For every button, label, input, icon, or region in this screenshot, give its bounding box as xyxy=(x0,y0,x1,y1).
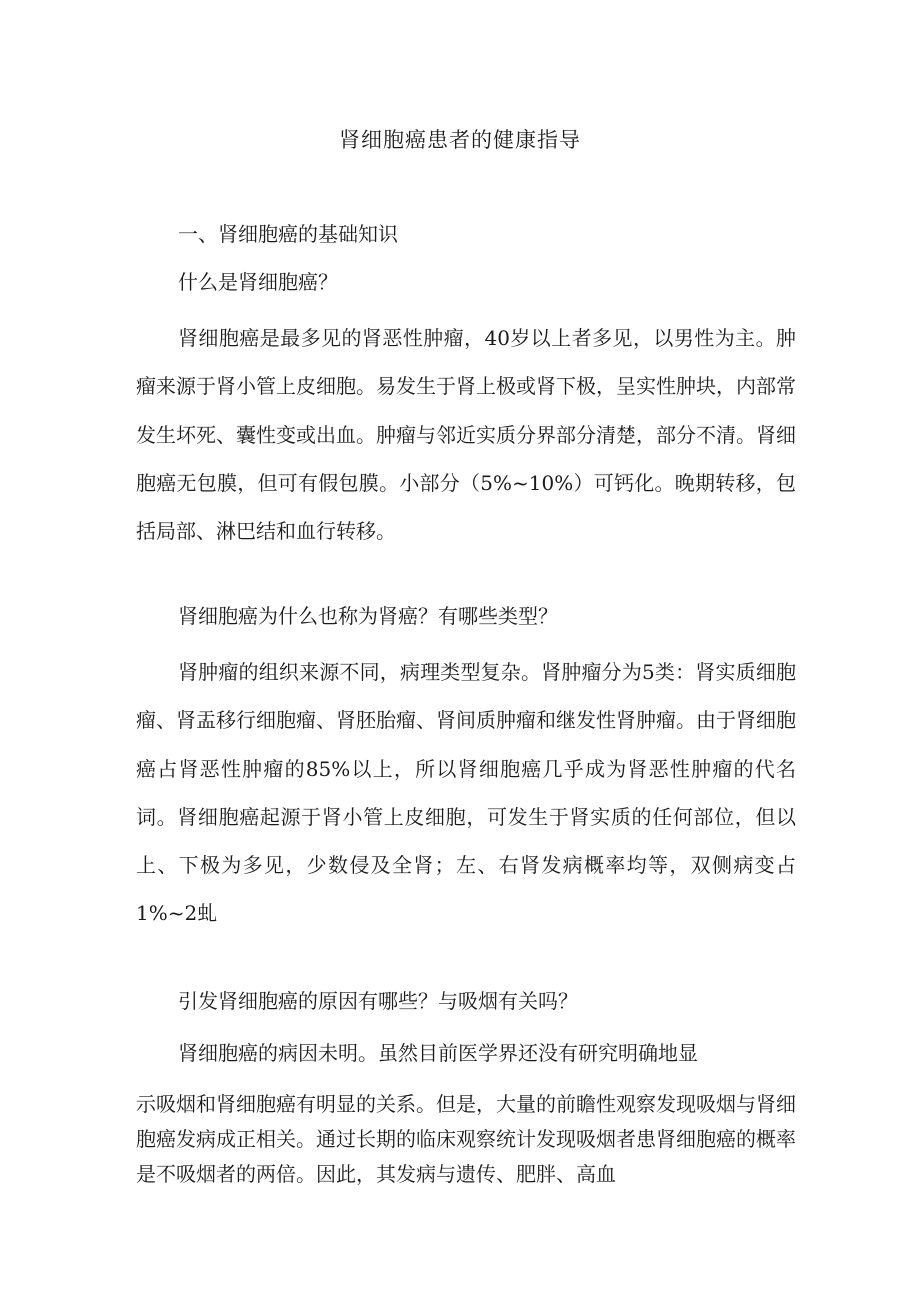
answer-causes-smoking-continued: 示吸烟和肾细胞癌有明显的关系。但是，大量的前瞻性观察发现吸烟与肾细胞癌发病成正相关。通过长期的临床观察统计发现吸烟者患肾细胞癌的概率是不吸烟者的两倍。因此，其发病与遗传、肥胖、高血 xyxy=(136,1092,796,1186)
answer-what-is-rcc: 肾细胞癌是最多见的肾恶性肿瘤，40岁以上者多见，以男性为主。肿瘤来源于肾小管上皮细胞。易发生于肾上极或肾下极，呈实性肿块，内部常发生坏死、囊性变或出血。肿瘤与邻近实质分界部分清楚，部分不清。肾细胞癌无包膜，但可有假包膜。小部分（5%~10%）可钙化。晚期转移，包括局部、淋巴结和血行转移。 xyxy=(136,326,796,544)
question-why-kidney-cancer: 肾细胞癌为什么也称为肾癌？有哪些类型？ xyxy=(178,604,558,628)
section-heading-basics: 一、肾细胞癌的基础知识 xyxy=(178,222,398,246)
answer-why-kidney-cancer: 肾肿瘤的组织来源不同，病理类型复杂。肾肿瘤分为5类：肾实质细胞瘤、肾盂移行细胞瘤、肾胚胎瘤、肾间质肿瘤和继发性肾肿瘤。由于肾细胞癌占肾恶性肿瘤的85%以上，所以肾细胞癌几乎成为肾恶性肿瘤的代名词。肾细胞癌起源于肾小管上皮细胞，可发生于肾实质的任何部位，但以上、下极为多见，少数侵及全肾；左、右肾发病概率均等，双侧病变占1%~2虬 xyxy=(136,660,796,926)
question-what-is-rcc: 什么是肾细胞癌？ xyxy=(178,270,338,294)
answer-causes-smoking-first-line: 肾细胞癌的病因未明。虽然目前医学界还没有研究明确地显 xyxy=(178,1041,698,1065)
document-title: 肾细胞癌患者的健康指导 xyxy=(339,128,581,152)
question-causes-smoking: 引发肾细胞癌的原因有哪些？与吸烟有关吗？ xyxy=(178,989,578,1013)
